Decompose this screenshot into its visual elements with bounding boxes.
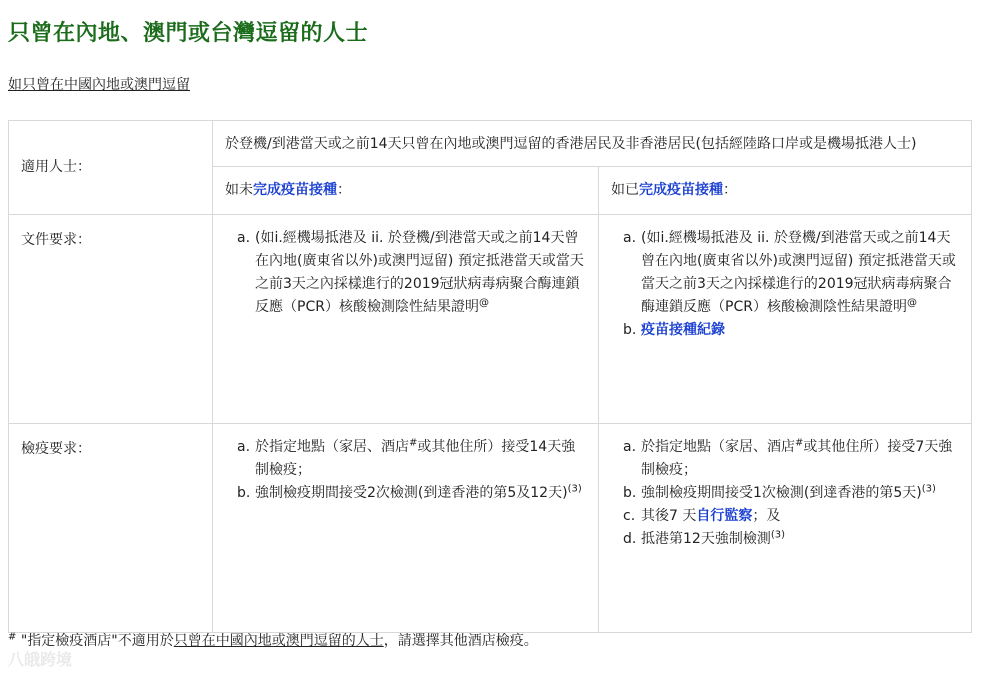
mainland-macao-link[interactable]: 如只曾在中國內地或澳門逗留 — [8, 77, 190, 93]
list-item: b. 疫苗接種紀錄 — [623, 322, 725, 338]
list-item: a. (如i.經機場抵港及 ii. 於登機/到港當天或之前14天曾在內地(廣東省以外)或澳門逗留) 預定抵港當天或當天之前3天之內採樣進行的2019冠狀病毒病聚合酶連鎖反應（PCR）核酸檢測陰性結果證明@ — [237, 230, 584, 315]
list-item: a. 於指定地點（家居、酒店#或其他住所）接受14天強制檢疫； — [237, 437, 576, 478]
list-item: a. (如i.經機場抵港及 ii. 於登機/到港當天或之前14天曾在內地(廣東省以外)或澳門逗留) 預定抵港當天或當天之前3天之內採樣進行的2019冠狀病毒病聚合酶連鎖反應（PCR）核酸檢測陰性結果證明@ — [623, 230, 956, 315]
vaccinated-quarantine-cell — [599, 424, 972, 633]
list-item: d. 抵港第12天強制檢測$^{(3)}$ — [623, 529, 785, 547]
vaccinated-document-cell — [599, 215, 972, 424]
watermark: 八皒跨境 — [8, 650, 73, 669]
vaccination-link[interactable]: 完成疫苗接種 — [639, 182, 723, 198]
document-label: 文件要求： — [9, 215, 213, 424]
vaccinated-header: 如已完成疫苗接種： — [599, 167, 972, 215]
list-item: b. 強制檢疫期間接受1次檢測(到達香港的第5天)$^{(3)}$ — [623, 483, 936, 501]
requirements-table — [8, 120, 972, 633]
unvaccinated-header: 如未完成疫苗接種： — [213, 167, 599, 215]
vaccination-link[interactable]: 完成疫苗接種 — [253, 182, 337, 198]
unvaccinated-quarantine-cell — [213, 424, 599, 633]
list-item: b. 強制檢疫期間接受2次檢測(到達香港的第5及12天)$^{(3)}$ — [237, 483, 582, 501]
vaccination-record-link[interactable]: 疫苗接種紀錄 — [641, 322, 725, 338]
footnote: # "指定檢疫酒店"不適用於只曾在中國內地或澳門逗留的人士，請選擇其他酒店檢疫。 — [8, 631, 538, 649]
quarantine-label: 檢疫要求： — [9, 424, 213, 633]
list-item: a. 於指定地點（家居、酒店#或其他住所）接受7天強制檢疫； — [623, 437, 953, 478]
footnote-link[interactable]: 只曾在中國內地或澳門逗留的人士 — [173, 633, 384, 649]
list-item: c. 其後7 天自行監察；及 — [623, 508, 781, 524]
page-title: 只曾在內地、澳門或台灣逗留的人士 — [8, 21, 369, 46]
self-monitoring-link[interactable]: 自行監察 — [696, 508, 753, 524]
unvaccinated-document-cell — [213, 215, 599, 424]
applicable-description: 於登機/到港當天或之前14天只曾在內地或澳門逗留的香港居民及非香港居民(包括經陸路口岸或是機場抵港人士) — [213, 121, 972, 167]
applicable-label: 適用人士： — [9, 121, 213, 215]
